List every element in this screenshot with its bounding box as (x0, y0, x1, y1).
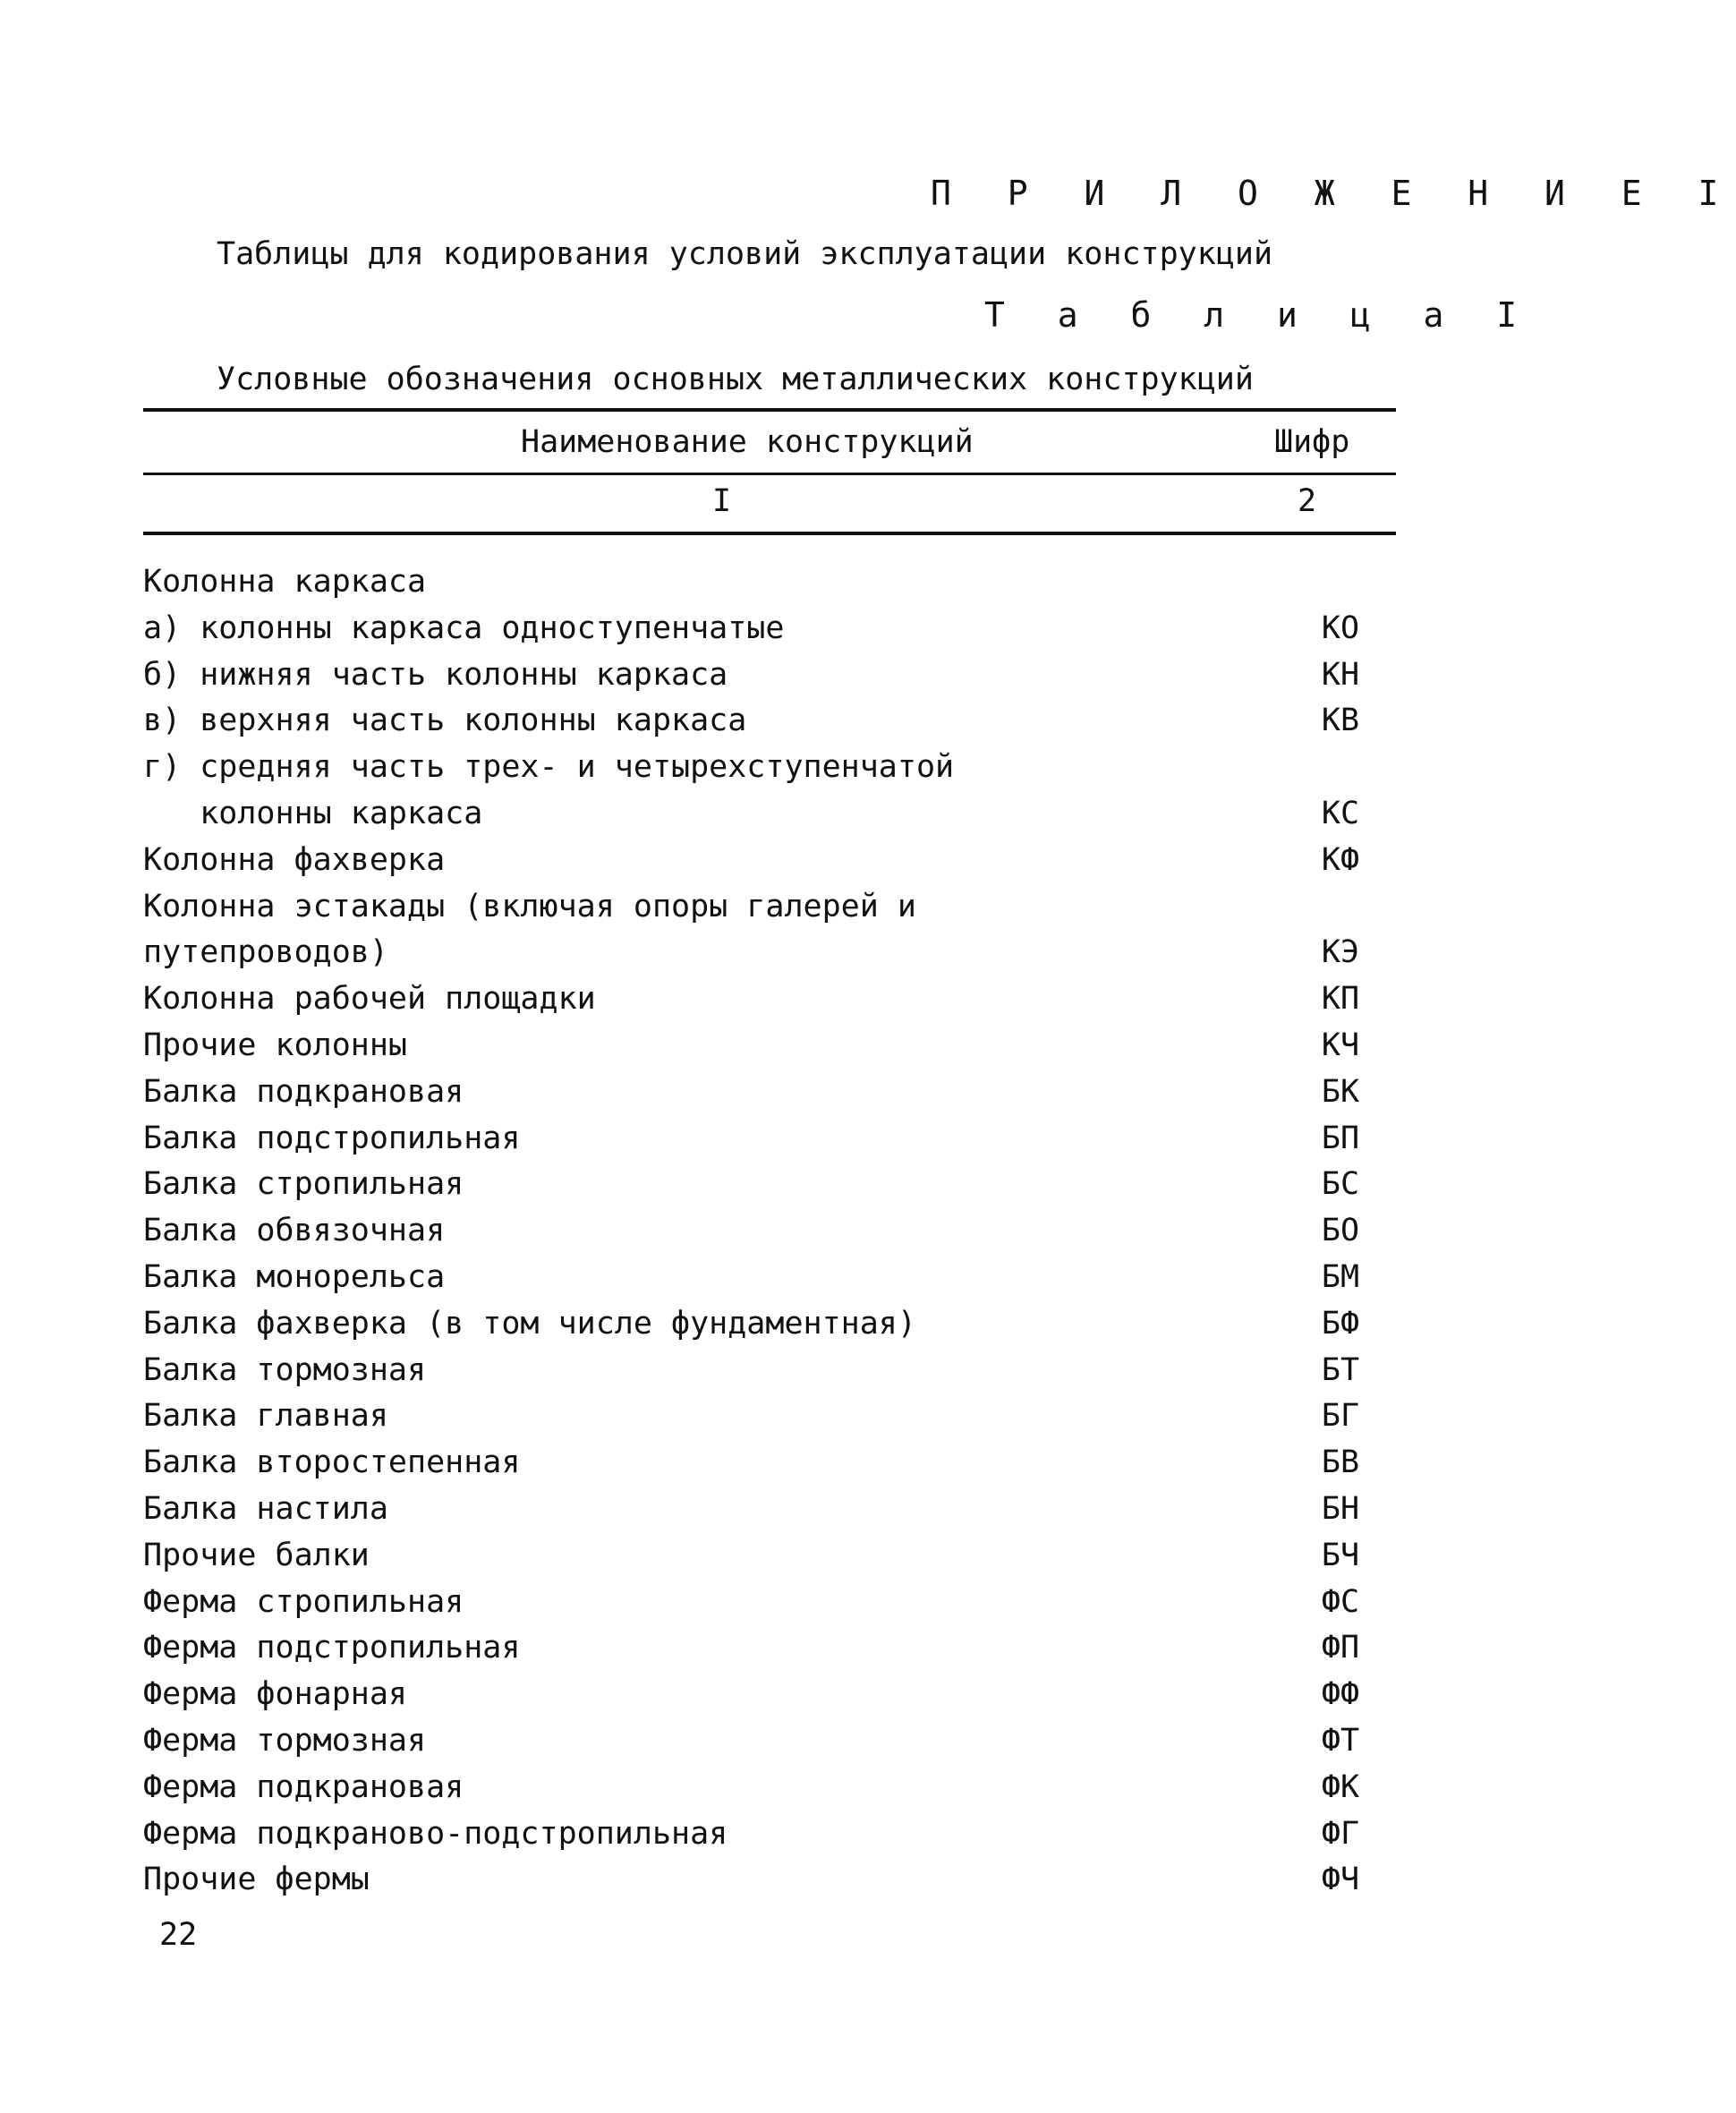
construction-name: г) средняя часть трех- и четырехступенчатой (143, 749, 955, 786)
construction-code: КС (1321, 795, 1360, 831)
table-row (143, 1486, 1396, 1532)
table-row (143, 790, 1396, 837)
construction-name: путепроводов) (143, 934, 388, 971)
construction-code: КП (1321, 981, 1360, 1018)
construction-code: КЭ (1321, 934, 1360, 971)
construction-name: Балка второстепенная (143, 1444, 521, 1481)
construction-code: ФФ (1321, 1676, 1360, 1713)
construction-name: Балка монорельса (143, 1258, 446, 1295)
construction-code: БН (1321, 1490, 1360, 1527)
construction-code: БП (1321, 1120, 1360, 1156)
table-row (143, 605, 1396, 652)
construction-name: Ферма подкрановая (143, 1768, 464, 1805)
table-row (143, 1439, 1396, 1486)
construction-name: Балка главная (143, 1398, 388, 1435)
construction-name: Колонна рабочей площадки (143, 981, 596, 1018)
table-row (143, 1671, 1396, 1717)
table-row (143, 1717, 1396, 1764)
table-label: Т а б л и ц а I (984, 295, 1534, 335)
document-heading: Таблицы для кодирования условий эксплуатации конструкций (217, 236, 1273, 272)
construction-code: БТ (1321, 1351, 1360, 1388)
column-number-code: 2 (1298, 483, 1317, 519)
construction-code: БВ (1321, 1444, 1360, 1481)
construction-code: ФК (1321, 1768, 1360, 1805)
construction-code: КЧ (1321, 1027, 1360, 1063)
table-row (143, 1161, 1396, 1207)
construction-code: БМ (1321, 1258, 1360, 1295)
construction-name: колонны каркаса (143, 795, 483, 831)
construction-code: ФТ (1321, 1722, 1360, 1759)
construction-code: КФ (1321, 841, 1360, 878)
construction-name: Ферма подкраново-подстропильная (143, 1815, 728, 1852)
table-row (143, 929, 1396, 976)
table-row (143, 1347, 1396, 1393)
construction-name: Ферма фонарная (143, 1676, 408, 1713)
construction-name: Балка настила (143, 1490, 388, 1527)
table-row (143, 1115, 1396, 1162)
table-row (143, 1811, 1396, 1857)
construction-code: БС (1321, 1166, 1360, 1203)
table-row (143, 1207, 1396, 1254)
construction-name: Балка обвязочная (143, 1213, 446, 1249)
construction-name: Прочие балки (143, 1537, 370, 1573)
construction-code: БГ (1321, 1398, 1360, 1435)
appendix-title: П Р И Л О Ж Е Н И Е I (931, 174, 1736, 213)
construction-name: а) колонны каркаса одноступенчатые (143, 609, 785, 646)
table-row (143, 1624, 1396, 1671)
construction-name: Балка стропильная (143, 1166, 464, 1203)
construction-code: БО (1321, 1213, 1360, 1249)
table-row (143, 1069, 1396, 1115)
page-number: 22 (159, 1917, 198, 1953)
header-bottom-rule (143, 532, 1396, 535)
table-row (143, 1300, 1396, 1347)
construction-code: БК (1321, 1073, 1360, 1110)
construction-code: КВ (1321, 703, 1360, 739)
construction-name: Прочие колонны (143, 1027, 408, 1063)
construction-code: КН (1321, 656, 1360, 693)
construction-code: БЧ (1321, 1537, 1360, 1573)
table-row (143, 652, 1396, 698)
table-row (143, 1856, 1396, 1903)
header-divider-rule (143, 473, 1396, 475)
construction-name: Ферма подстропильная (143, 1630, 521, 1666)
construction-code: БФ (1321, 1305, 1360, 1342)
construction-name: Колонна фахверка (143, 841, 446, 878)
table-row (143, 697, 1396, 744)
table-row (143, 1393, 1396, 1439)
construction-name: Прочие фермы (143, 1862, 370, 1898)
table-top-rule (143, 408, 1396, 412)
column-number-name: I (712, 483, 732, 519)
table-row (143, 1764, 1396, 1811)
table-row (143, 558, 1396, 605)
table-row (143, 1022, 1396, 1069)
construction-name: Ферма тормозная (143, 1722, 427, 1759)
construction-code: ФГ (1321, 1815, 1360, 1852)
construction-code: ФП (1321, 1630, 1360, 1666)
construction-name: Балка подстропильная (143, 1120, 521, 1156)
table-row (143, 1579, 1396, 1625)
construction-name: Колонна эстакады (включая опоры галерей и (143, 888, 916, 924)
table-body (143, 558, 1396, 1903)
construction-name: Балка фахверка (в том числе фундаментная) (143, 1305, 916, 1342)
column-header-code: Шифр (1274, 424, 1350, 460)
table-title: Условные обозначения основных металлических конструкций (217, 362, 1254, 397)
table-row (143, 883, 1396, 930)
construction-name: в) верхняя часть колонны каркаса (143, 703, 747, 739)
construction-name: Балка тормозная (143, 1351, 427, 1388)
table-row (143, 1254, 1396, 1300)
construction-name: Ферма стропильная (143, 1583, 464, 1620)
construction-name: Колонна каркаса (143, 564, 427, 600)
table-row (143, 1532, 1396, 1579)
table-row (143, 744, 1396, 790)
construction-name: б) нижняя часть колонны каркаса (143, 656, 728, 693)
column-header-name: Наименование конструкций (521, 424, 974, 460)
construction-code: ФЧ (1321, 1862, 1360, 1898)
table-row (143, 976, 1396, 1022)
construction-code: ФС (1321, 1583, 1360, 1620)
construction-name: Балка подкрановая (143, 1073, 464, 1110)
table-row (143, 837, 1396, 883)
construction-code: КО (1321, 609, 1360, 646)
